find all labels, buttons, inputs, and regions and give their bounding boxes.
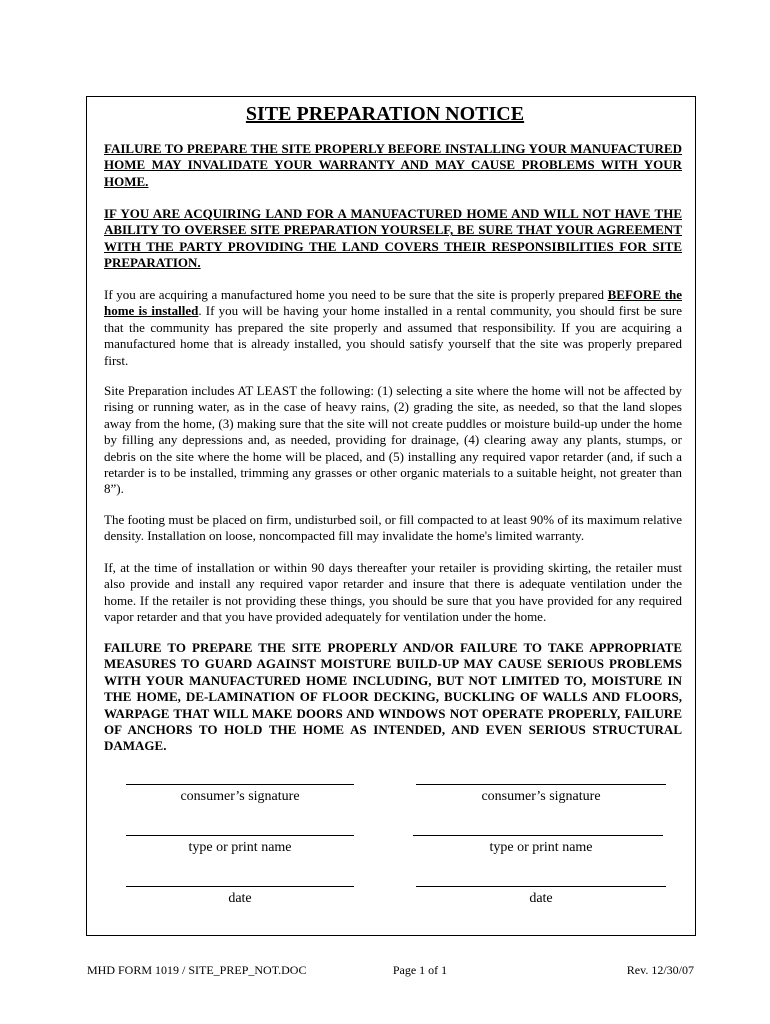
consumer-signature-label-1: consumer’s signature	[180, 789, 300, 804]
consumer-signature-line-2[interactable]	[416, 784, 666, 785]
acquisition-rest: . If you will be having your home installed in a rental community, you should first be sure that the community has prepared the site properly and assumed that responsibility. If you are acquiring a manufactured home that is already installed, you should satisfy yourself that the site was properly prepared first.	[104, 303, 682, 368]
acquisition-paragraph	[104, 287, 682, 369]
land-acquisition-warning: IF YOU ARE ACQUIRING LAND FOR A MANUFACTURED HOME AND WILL NOT HAVE THE ABILITY TO OVERSEE SITE PREPARATION YOURSELF, BE SURE THAT YOUR AGREEMENT WITH THE PARTY PROVIDING THE LAND COVERS THEIR RESPONSIBILITIES FOR SITE PREPARATION.	[104, 206, 682, 271]
date-line-1[interactable]	[126, 886, 354, 887]
skirting-paragraph: If, at the time of installation or within 90 days thereafter your retailer is providing skirting, the retailer must also provide and install any required vapor retarder and insure that there is adequate ventilation under the home. If the retailer is not providing these things, you should be sure that you have provided for any required vapor retarder and that you have provided adequately for ventilation under the home.	[104, 560, 682, 625]
consumer-signature-label-2: consumer’s signature	[481, 789, 601, 804]
moisture-warning: FAILURE TO PREPARE THE SITE PROPERLY AND/OR FAILURE TO TAKE APPROPRIATE MEASURES TO GUARD AGAINST MOISTURE BUILD-UP MAY CAUSE SERIOUS PROBLEMS WITH YOUR MANUFACTURED HOME INCLUDING, BUT NOT LIMITED TO, MOISTURE IN THE HOME, DE-LAMINATION OF FLOOR DECKING, BUCKLING OF WALLS AND FLOORS, WARPAGE THAT WILL MAKE DOORS AND WINDOWS NOT OPERATE PROPERLY, FAILURE OF ANCHORS TO HOLD THE HOME AS INTENDED, AND EVEN SERIOUS STRUCTURAL DAMAGE.	[104, 640, 682, 754]
date-line-2[interactable]	[416, 886, 666, 887]
site-preparation-paragraph: Site Preparation includes AT LEAST the following: (1) selecting a site where the home will not be affected by rising or running water, as in the case of heavy rains, (2) grading the site, as needed, so that the land slopes away from the home, (3) making sure that the site will not create puddles or moisture build-up under the home by filling any depressions and, as needed, providing for drainage, (4) clearing away any plants, stumps, or debris on the site where the home will be placed, and (5) installing any required vapor retarder (and, if such a retarder is to be installed, trimming any grasses or other organic materials to a suitable height, not greater than 8”).	[104, 383, 682, 497]
footer-page-number: Page 1 of 1	[392, 963, 448, 977]
acquisition-intro: If you are acquiring a manufactured home you need to be sure that the site is properly prepared	[104, 287, 608, 302]
print-name-line-2[interactable]	[413, 835, 663, 836]
print-name-label-1: type or print name	[188, 840, 292, 855]
print-name-label-2: type or print name	[489, 840, 593, 855]
date-label-1: date	[228, 891, 252, 906]
footer-form-id: MHD FORM 1019 / SITE_PREP_NOT.DOC	[87, 963, 307, 977]
before-installed-emphasis: BEFORE the home is installed	[104, 287, 682, 319]
date-label-2: date	[529, 891, 553, 906]
warranty-warning: FAILURE TO PREPARE THE SITE PROPERLY BEFORE INSTALLING YOUR MANUFACTURED HOME MAY INVALIDATE YOUR WARRANTY AND MAY CAUSE PROBLEMS WITH YOUR HOME.	[104, 141, 682, 189]
consumer-signature-line-1[interactable]	[126, 784, 354, 785]
footer-revision: Rev. 12/30/07	[626, 963, 694, 977]
footing-paragraph: The footing must be placed on firm, undisturbed soil, or fill compacted to at least 90% of its maximum relative density. Installation on loose, noncompacted fill may invalidate the home's limited warranty.	[104, 512, 682, 544]
document-title: SITE PREPARATION NOTICE	[245, 103, 525, 125]
print-name-line-1[interactable]	[126, 835, 354, 836]
